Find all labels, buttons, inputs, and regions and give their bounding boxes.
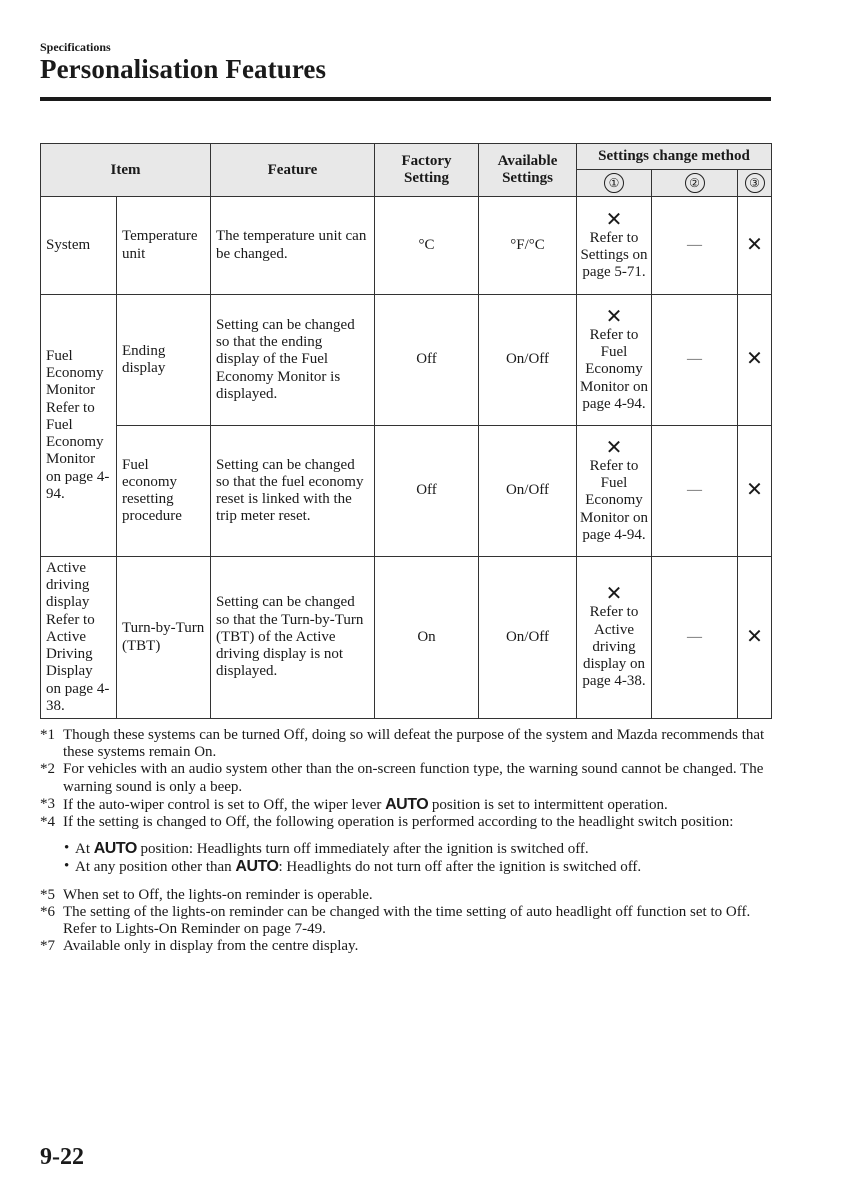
factory-setting-cell: °C [375, 197, 479, 295]
header-settings-change-method: Settings change method [577, 144, 772, 170]
method-2-cell [652, 557, 738, 719]
factory-setting-cell: Off [375, 426, 479, 557]
footnote-3 [40, 796, 775, 814]
method-3-cell [738, 197, 772, 295]
dash-icon: — [687, 482, 702, 499]
table-row [41, 426, 772, 557]
footnote-text: For vehicles with an audio system other than the on-screen function type, the warning sound cannot be changed. The warning sound is only a beep. [63, 761, 764, 795]
footnote-7 [40, 938, 775, 955]
method-1-note: Refer to Fuel Economy Monitor on page 4-94. [580, 457, 648, 543]
title-rule [40, 97, 771, 101]
footnote-1 [40, 727, 775, 761]
auto-position-icon: AUTO [93, 840, 137, 858]
circled-2-icon: ② [685, 173, 705, 193]
header-available-settings: Available Settings [479, 144, 577, 197]
bullet-text: : Headlights do not turn off after the ignition is switched off. [278, 859, 642, 876]
feature-cell: Setting can be changed so that the Turn-by-Turn (TBT) of the Active driving display is not displayed. [211, 557, 375, 719]
section-label: Specifications [40, 40, 111, 54]
footnote-text: The setting of the lights-on reminder can be changed with the time setting of auto headlight off function set to Off. Refer to Lights-On Reminder on page 7-49. [63, 903, 751, 938]
method-3-cell [738, 426, 772, 557]
available-settings-cell: On/Off [479, 295, 577, 426]
x-mark-icon: ✕ [746, 625, 763, 648]
auto-position-icon: AUTO [385, 795, 429, 813]
sub-item-cell: Turn-by-Turn (TBT) [117, 557, 211, 719]
footnote-mark: *5 [40, 886, 55, 903]
method-2-cell [652, 197, 738, 295]
item-cell: Active driving display Refer to Active Driving Display on page 4-38. [41, 557, 117, 719]
x-mark-icon: ✕ [605, 208, 623, 231]
footnote-text: Though these systems can be turned Off, doing so will defeat the purpose of the system and Mazda recommends that these systems remain On. [63, 727, 765, 761]
method-1-note: Refer to Active driving display on page 4-38. [582, 604, 646, 690]
footnote-mark: *4 [40, 814, 55, 831]
sub-item-cell: Temperature unit [117, 197, 211, 295]
method-1-cell [577, 197, 652, 295]
dash-icon: — [687, 236, 702, 253]
table-row [41, 295, 772, 426]
table-row [41, 557, 772, 719]
method-1-cell [577, 295, 652, 426]
dash-icon: — [687, 628, 702, 645]
method-1-cell [577, 557, 652, 719]
footnote-4-bullets [40, 840, 775, 876]
list-item [40, 840, 775, 858]
footnote-mark: *6 [40, 903, 55, 920]
bullet-icon: • [64, 858, 70, 875]
table-row [41, 197, 772, 295]
auto-position-icon: AUTO [235, 858, 279, 876]
bullet-text: At [75, 841, 90, 858]
method-2-cell [652, 295, 738, 426]
footnote-mark: *3 [40, 795, 55, 812]
x-mark-icon: ✕ [605, 436, 623, 459]
feature-cell: The temperature unit can be changed. [211, 197, 375, 295]
circled-1-icon: ① [604, 173, 624, 193]
footnote-2 [40, 761, 775, 795]
factory-setting-cell: On [375, 557, 479, 719]
method-1-note: Refer to Settings on page 5-71. [580, 229, 648, 281]
page-number: 9-22 [40, 1144, 84, 1170]
footnote-4 [40, 814, 775, 831]
header-feature: Feature [211, 144, 375, 197]
item-cell: Fuel Economy Monitor Refer to Fuel Economy Monitor on page 4-94. [41, 295, 117, 557]
header-item: Item [41, 144, 211, 197]
list-item [40, 858, 775, 876]
available-settings-cell: On/Off [479, 557, 577, 719]
page-title: Personalisation Features [40, 54, 327, 84]
header-factory-setting: Factory Setting [375, 144, 479, 197]
method-3-header [738, 170, 772, 197]
personalisation-table [40, 143, 772, 719]
footnote-text: If the setting is changed to Off, the following operation is performed according to the headlight switch position: [63, 814, 734, 831]
x-mark-icon: ✕ [605, 305, 623, 328]
footnote-text: If the auto-wiper control is set to Off, the wiper lever [63, 796, 382, 813]
available-settings-cell: On/Off [479, 426, 577, 557]
x-mark-icon: ✕ [746, 233, 763, 256]
footnote-6 [40, 904, 775, 938]
x-mark-icon: ✕ [746, 479, 763, 502]
circled-3-icon: ③ [745, 173, 765, 193]
bullet-text: position: Headlights turn off immediately after the ignition is switched off. [140, 841, 589, 858]
footnote-mark: *2 [40, 761, 55, 778]
bullet-text: At any position other than [75, 859, 232, 876]
factory-setting-cell: Off [375, 295, 479, 426]
feature-cell: Setting can be changed so that the fuel economy reset is linked with the trip meter reset. [211, 426, 375, 557]
x-mark-icon: ✕ [605, 583, 623, 606]
item-cell: System [41, 197, 117, 295]
method-3-cell [738, 295, 772, 426]
method-1-note: Refer to Fuel Economy Monitor on page 4-94. [580, 326, 648, 412]
method-3-cell [738, 557, 772, 719]
method-2-cell [652, 426, 738, 557]
footnote-text: Available only in display from the centre display. [63, 938, 359, 955]
footnote-mark: *1 [40, 727, 55, 743]
sub-item-cell: Fuel economy resetting procedure [117, 426, 211, 557]
footnotes [40, 727, 775, 955]
method-1-header [577, 170, 652, 197]
sub-item-cell: Ending display [117, 295, 211, 426]
footnote-text: When set to Off, the lights-on reminder is operable. [63, 886, 373, 903]
x-mark-icon: ✕ [746, 348, 763, 371]
available-settings-cell: °F/°C [479, 197, 577, 295]
footnote-text: position is set to intermittent operation. [431, 796, 668, 813]
feature-cell: Setting can be changed so that the ending display of the Fuel Economy Monitor is displayed. [211, 295, 375, 426]
dash-icon: — [687, 351, 702, 368]
header-row [41, 144, 772, 170]
bullet-icon: • [64, 840, 70, 857]
footnote-5 [40, 887, 775, 904]
footnote-mark: *7 [40, 938, 55, 955]
method-1-cell [577, 426, 652, 557]
method-2-header [652, 170, 738, 197]
